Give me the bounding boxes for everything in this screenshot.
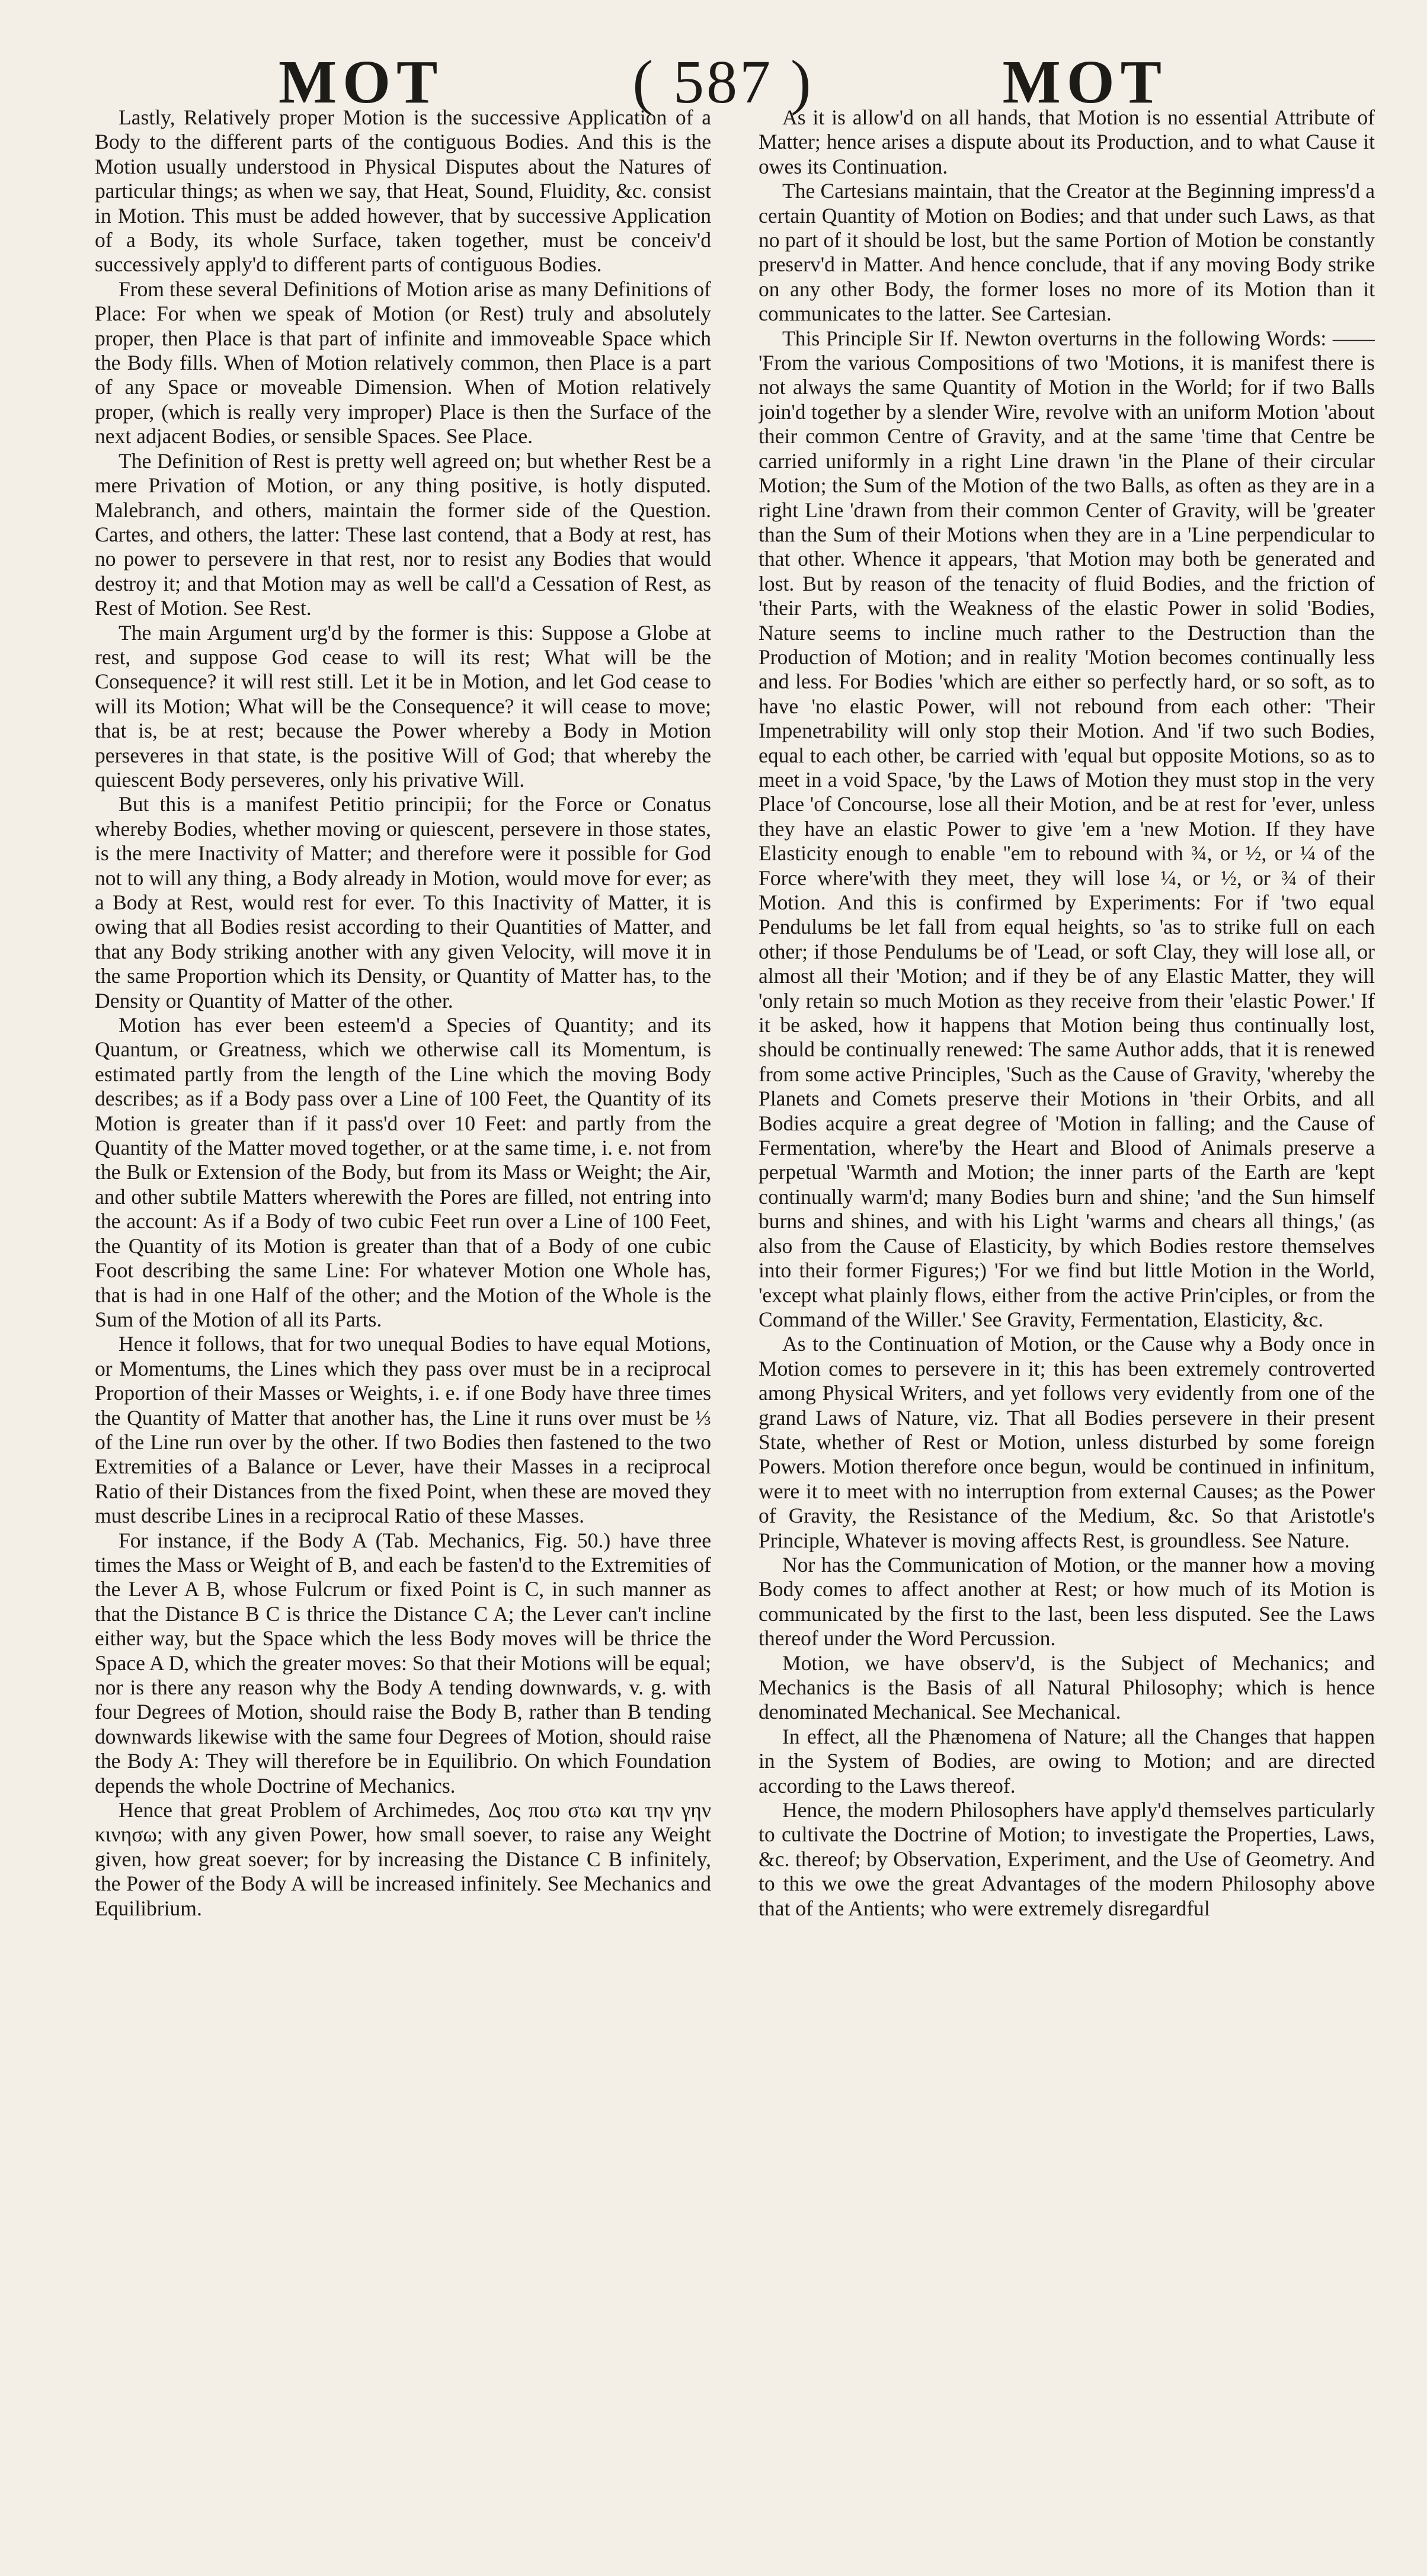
paragraph: Hence that great Problem of Archimedes, Δος που στω και την γην κινησω; with any given Power, how small soever, to raise any Weight given, how great soever; for by increasing the Distance C B infinitely, the Power of the Body A will be increased infinitely. See Mechanics and Equilibrium. [95,1798,711,1920]
paragraph: Lastly, Relatively proper Motion is the successive Application of a Body to the different parts of the contiguous Bodies. And this is the Motion usually understood in Physical Disputes about the Natures of particular things; as when we say, that Heat, Sound, Fluidity, &c. consist in Motion. This must be added however, that by successive Application of a Body, its whole Surface, taken together, must be conceiv'd successively apply'd to different parts of contiguous Bodies. [95,105,711,277]
paragraph: This Principle Sir If. Newton overturns in the following Words: —— 'From the various Compositions of two 'Motions, it is manifest there is not always the same Quantity of Motion in the World; for if two Balls join'd together by a slender Wire, revolve with an uniform Motion 'about their common Centre of Gravity, and at the same 'time that Centre be carried uniformly in a right Line drawn 'in the Plane of their circular Motion; the Sum of the Motion of the two Balls, as often as they are in a right Line 'drawn from their common Center of Gravity, will be 'greater than the Sum of their Motions when they are in a 'Line perpendicular to that other. Whence it appears, 'that Motion may both be generated and lost. But by reason of the tenacity of fluid Bodies, and the friction of 'their Parts, with the Weakness of the elastic Power in solid 'Bodies, Nature seems to incline much rather to the Destruction than the Production of Motion; and in reality 'Motion becomes continually less and less. For Bodies 'which are either so perfectly hard, or so soft, as to have 'no elastic Power, will not rebound from each other: 'Their Impenetrability will only stop their Motion. And 'if two such Bodies, equal to each other, be carried with 'equal but opposite Motions, so as to meet in a void Space, 'by the Laws of Motion they must stop in the very Place 'of Concourse, lose all their Motion, and be at rest for 'ever, unless they have an elastic Power to give 'em a 'new Motion. If they have Elasticity enough to enable ''em to rebound with ¾, or ½, or ¼ of the Force where'with they meet, they will lose ¼, or ½, or ¾ of their Motion. And this is confirmed by Experiments: For if 'two equal Pendulums be let fall from equal heights, so 'as to strike full on each other; if those Pendulums be of 'Lead, or soft Clay, they will lose all, or almost all their 'Motion; and if they be of any Elastic Matter, they will 'only retain so much Motion as they receive from their 'elastic Power.' If it be asked, how it happens that Motion being thus continually lost, should be continually renewed: The same Author adds, that it is renewed from some active Principles, 'Such as the Cause of Gravity, 'whereby the Planets and Comets preserve their Motions in 'their Orbits, and all Bodies acquire a great degree of 'Motion in falling; and the Cause of Fermentation, where'by the Heart and Blood of Animals preserve a perpetual 'Warmth and Motion; the inner parts of the Earth are 'kept continually warm'd; many Bodies burn and shine; 'and the Sun himself burns and shines, and with his Light 'warms and chears all things,' (as also from the Cause of Elasticity, by which Bodies restore themselves into their former Figures;) 'For we find but little Motion in the World, 'except what plainly flows, either from the active Prin'ciples, or from the Command of the Willer.' See Gravity, Fermentation, Elasticity, &c. [759,326,1375,1331]
paragraph: For instance, if the Body A (Tab. Mechanics, Fig. 50.) have three times the Mass or Weight of B, and each be fasten'd to the Extremities of the Lever A B, whose Fulcrum or fixed Point is C, in such manner as that the Distance B C is thrice the Distance C A; the Lever can't incline either way, but the Space which the less Body moves will be thrice the Space A D, which the greater moves: So that their Motions will be equal; nor is there any reason why the Body A tending downwards, v. g. with four Degrees of Motion, should raise the Body B, rather than B tending downwards likewise with the same four Degrees of Motion, should raise the Body A: They will therefore be in Equilibrio. On which Foundation depends the whole Doctrine of Mechanics. [95,1528,711,1798]
paragraph: As to the Continuation of Motion, or the Cause why a Body once in Motion comes to persevere in it; this has been extremely controverted among Physical Writers, and yet follows very evidently from one of the grand Laws of Nature, viz. That all Bodies persevere in their present State, whether of Rest or Motion, unless disturbed by some foreign Powers. Motion therefore once begun, would be continued in infinitum, were it to meet with no interruption from external Causes; as the Power of Gravity, the Resistance of the Medium, &c. So that Aristotle's Principle, Whatever is moving affects Rest, is groundless. See Nature. [759,1332,1375,1552]
paragraph: The Definition of Rest is pretty well agreed on; but whether Rest be a mere Privation of Motion, or any thing positive, is hotly disputed. Malebranch, and others, maintain the former side of the Question. Cartes, and others, the latter: These last contend, that a Body at rest, has no power to persevere in that rest, nor to resist any Bodies that would destroy it; and that Motion may as well be call'd a Cessation of Rest, as Rest of Motion. See Rest. [95,448,711,620]
paragraph: Motion, we have observ'd, is the Subject of Mechanics; and Mechanics is the Basis of all Natural Philosophy; which is hence denominated Mechanical. See Mechanical. [759,1651,1375,1724]
right-column [759,105,1375,2552]
header-left-word: MOT [279,47,444,116]
paragraph: From these several Definitions of Motion arise as many Definitions of Place: For when we speak of Motion (or Rest) truly and absolutely proper, then Place is that part of infinite and immoveable Space which the Body fills. When of Motion relatively common, then Place is a part of any Space or moveable Dimension. When of Motion relatively proper, (which is really very improper) Place is then the Surface of the next adjacent Bodies, or sensible Spaces. See Place. [95,277,711,448]
paragraph: As it is allow'd on all hands, that Motion is no essential Attribute of Matter; hence arises a dispute about its Production, and to what Cause it owes its Continuation. [759,105,1375,178]
paragraph: Hence it follows, that for two unequal Bodies to have equal Motions, or Momentums, the Lines which they pass over must be in a reciprocal Proportion of their Masses or Weights, i. e. if one Body have three times the Quantity of Matter that another has, the Line it runs over must be ⅓ of the Line run over by the other. If two Bodies then fastened to the two Extremities of a Balance or Lever, have their Masses in a reciprocal Ratio of their Distances from the fixed Point, when these are moved they must describe Lines in a reciprocal Ratio of these Masses. [95,1332,711,1528]
page-number: ( 587 ) [632,47,814,116]
header-right-word: MOT [1002,47,1167,116]
paragraph: Nor has the Communication of Motion, or the manner how a moving Body comes to affect another at Rest; or how much of its Motion is communicated by the first to the last, been less disputed. See the Laws thereof under the Word Percussion. [759,1552,1375,1651]
paragraph: The Cartesians maintain, that the Creator at the Beginning impress'd a certain Quantity of Motion on Bodies; and that under such Laws, as that no part of it should be lost, but the same Portion of Motion be constantly preserv'd in Matter. And hence conclude, that if any moving Body strike on any other Body, the former loses no more of its Motion than it communicates to the latter. See Cartesian. [759,179,1375,326]
paragraph: Motion has ever been esteem'd a Species of Quantity; and its Quantum, or Greatness, which we otherwise call its Momentum, is estimated partly from the length of the Line which the moving Body describes; as if a Body pass over a Line of 100 Feet, the Quantity of its Motion is greater than if it pass'd over 10 Feet: and partly from the Quantity of the Matter moved together, or at the same time, i. e. not from the Bulk or Extension of the Body, but from its Mass or Weight; the Air, and other subtile Matters wherewith the Pores are filled, not entring into the account: As if a Body of two cubic Feet run over a Line of 100 Feet, the Quantity of its Motion is greater than that of a Body of one cubic Foot describing the same Line: For whatever Motion one Whole has, that is had in one Half of the other; and the Motion of the Whole is the Sum of the Motion of all its Parts. [95,1013,711,1331]
paragraph: Hence, the modern Philosophers have apply'd themselves particularly to cultivate the Doctrine of Motion; to investigate the Properties, Laws, &c. thereof; by Observation, Experiment, and the Use of Geometry. And to this we owe the great Advantages of the modern Philosophy above that of the Antients; who were extremely disregardful [759,1798,1375,1920]
paragraph: But this is a manifest Petitio principii; for the Force or Conatus whereby Bodies, whether moving or quiescent, persevere in those states, is the mere Inactivity of Matter; and therefore were it possible for God not to will any thing, a Body already in Motion, would move for ever; as a Body at Rest, would rest for ever. To this Inactivity of Matter, it is owing that all Bodies resist according to their Quantities of Matter, and that any Body striking another with any given Velocity, will move it in the same Proportion which its Density, or Quantity of Matter has, to the Density or Quantity of Matter of the other. [95,792,711,1013]
paragraph: In effect, all the Phænomena of Nature; all the Changes that happen in the System of Bodies, are owing to Motion; and are directed according to the Laws thereof. [759,1724,1375,1798]
paragraph: The main Argument urg'd by the former is this: Suppose a Globe at rest, and suppose God cease to will its rest; What will be the Consequence? it will rest still. Let it be in Motion, and let God cease to will its Motion; What will be the Consequence? it will cease to move; that is, be at rest; because the Power whereby a Body in Motion perseveres in that state, is the positive Will of God; that whereby the quiescent Body perseveres, only his privative Will. [95,620,711,792]
left-column [95,105,711,2552]
